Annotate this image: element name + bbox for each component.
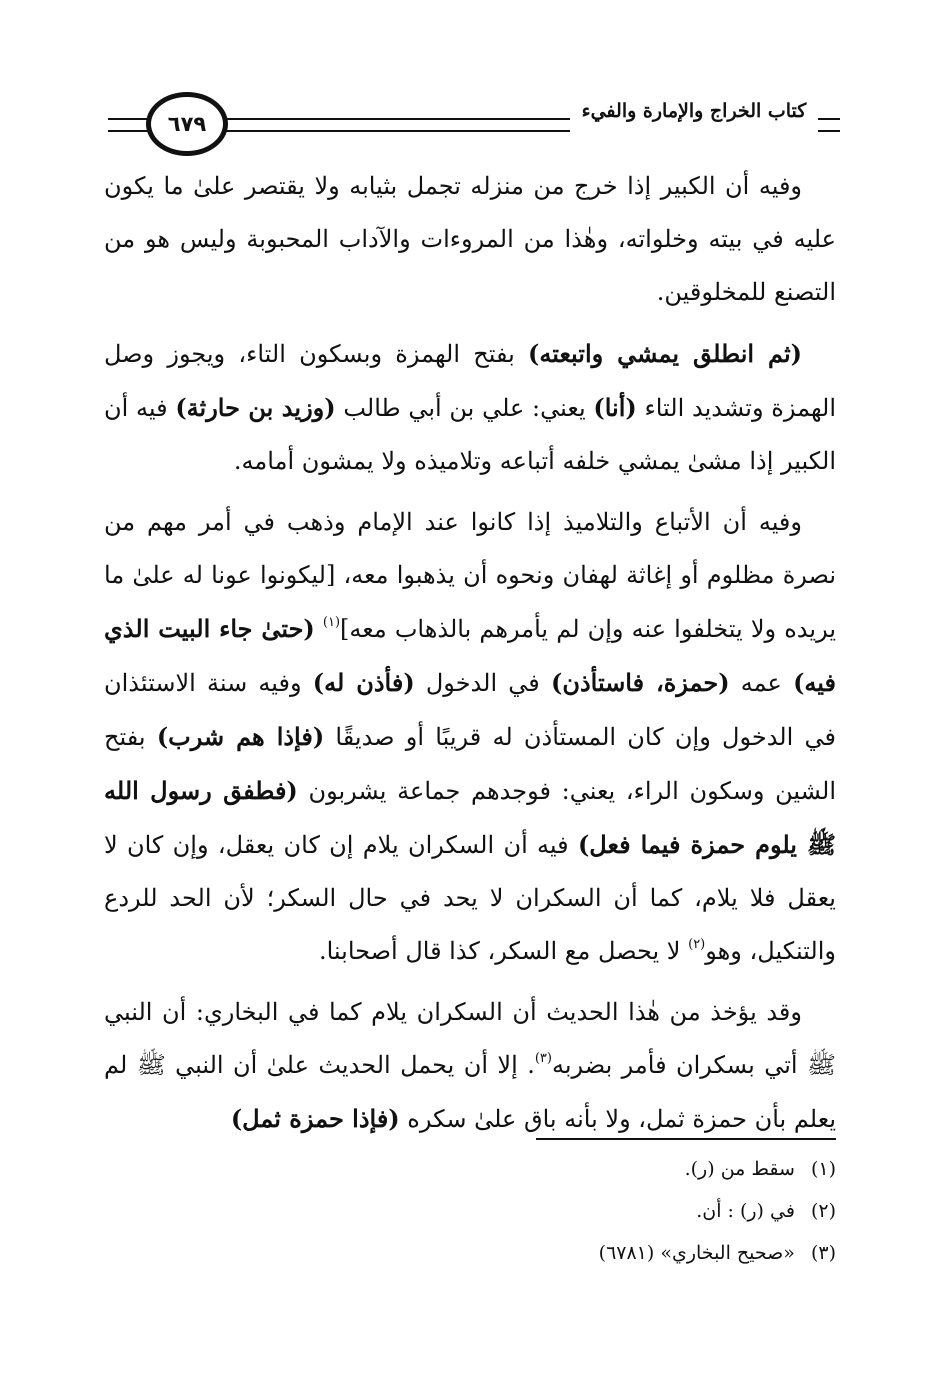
footnote-text: «صحيح البخاري» (٦٧٨١): [598, 1242, 795, 1264]
page-header: [108, 92, 840, 164]
header-rule: [818, 130, 840, 132]
hadith-quote: (ثم انطلق يمشي واتبعته): [527, 339, 802, 368]
header-rule: [818, 118, 840, 120]
footnote-text: في (ر) : أن.: [696, 1200, 795, 1222]
spacer-text: [315, 615, 323, 643]
footnote-1: [430, 1148, 836, 1190]
footnote-2: [430, 1190, 836, 1232]
footnote-ref: (١): [322, 615, 341, 630]
footnote-ref: (٢): [688, 937, 706, 952]
commentary-text: عمه: [729, 669, 794, 697]
footnote-number: (١): [810, 1158, 836, 1180]
footnote-text: سقط من (ر).: [684, 1158, 795, 1180]
paragraph-3: [104, 496, 836, 978]
footnote-number: (٣): [810, 1242, 836, 1264]
commentary-text: في الدخول: [414, 669, 551, 697]
commentary-text: وفيه أن الأتباع والتلاميذ إذا كانوا عند الإمام وذهب في أمر مهم من نصرة مظلوم أو إغاثة لهفان ونحوه أن يذهبوا معه، [ليكونوا عونا له علىٰ ما يريده ولا يتخلفوا عنه وإن لم يأمرهم بالذهاب معه]: [104, 508, 836, 643]
paragraph-2: [104, 327, 836, 488]
commentary-text: بفتح الشين وسكون الراء، يعني: فوجدهم جماعة يشربون: [104, 723, 836, 805]
hadith-quote: (فأذن له): [312, 668, 415, 697]
hadith-quote: (وزيد بن حارثة): [175, 393, 336, 422]
main-text: [104, 160, 836, 1146]
paragraph-1: [104, 160, 836, 319]
commentary-text: بفتح الهمزة وبسكون التاء، ويجوز وصل الهمزة وتشديد التاء: [104, 340, 836, 422]
footnote-ref: (٣): [534, 1051, 552, 1066]
paragraph-text: وفيه أن الكبير إذا خرج من منزله تجمل بثيابه ولا يقتصر علىٰ ما يكون عليه في بيته وخلواته، وهٰذا من المروءات والآداب المحبوبة وليس هو من التصنع للمخلوقين.: [104, 172, 836, 306]
commentary-text: يعني: علي بن أبي طالب: [335, 394, 594, 422]
footnote-number: (٢): [810, 1200, 836, 1222]
commentary-text: فيه أن الكبير إذا مشىٰ يمشي خلفه أتباعه وتلاميذه ولا يمشون أمامه.: [104, 394, 836, 475]
footnote-3: [430, 1232, 836, 1274]
paragraph-4: [104, 986, 836, 1146]
page-number: ٦٧٩: [167, 112, 207, 136]
header-rule: [220, 118, 570, 120]
commentary-text: وقد يؤخذ من هٰذا الحديث أن السكران يلام كما في البخاري: أن النبي ﷺ أتي بسكران فأمر بضربه: [104, 998, 836, 1079]
running-title: كتاب الخراج والإمارة والفيء: [581, 100, 807, 122]
hadith-quote: (حمزة، فاستأذن): [550, 668, 730, 697]
commentary-text: . إلا أن يحمل الحديث علىٰ أن النبي ﷺ لم يعلم بأن حمزة ثمل، ولا بأنه باق علىٰ سكره: [104, 1051, 836, 1133]
commentary-text: لا يحصل مع السكر، كذا قال أصحابنا.: [318, 937, 689, 965]
footnote-separator: [536, 1138, 836, 1140]
hadith-quote: (أنا): [593, 393, 637, 422]
commentary-text: فيه أن السكران يلام إن كان يعقل، وإن كان لا يعقل فلا يلام، كما أن السكران لا يحد في حال السكر؛ لأن الحد للردع والتنكيل، وهو: [104, 831, 836, 965]
footnotes: [430, 1148, 836, 1274]
hadith-quote: (فإذا حمزة ثمل): [230, 1104, 400, 1133]
header-rule: [220, 130, 570, 132]
hadith-quote: (فطفق رسول الله ﷺ يلوم حمزة فيما فعل): [104, 776, 836, 859]
page-number-badge: [146, 92, 228, 156]
hadith-quote: (فإذا هم شرب): [156, 722, 325, 751]
hadith-quote: (حتىٰ جاء البيت الذي فيه): [104, 614, 836, 697]
commentary-text: وفيه سنة الاستئذان في الدخول وإن كان المستأذن له قريبًا أو صديقًا: [104, 669, 837, 751]
